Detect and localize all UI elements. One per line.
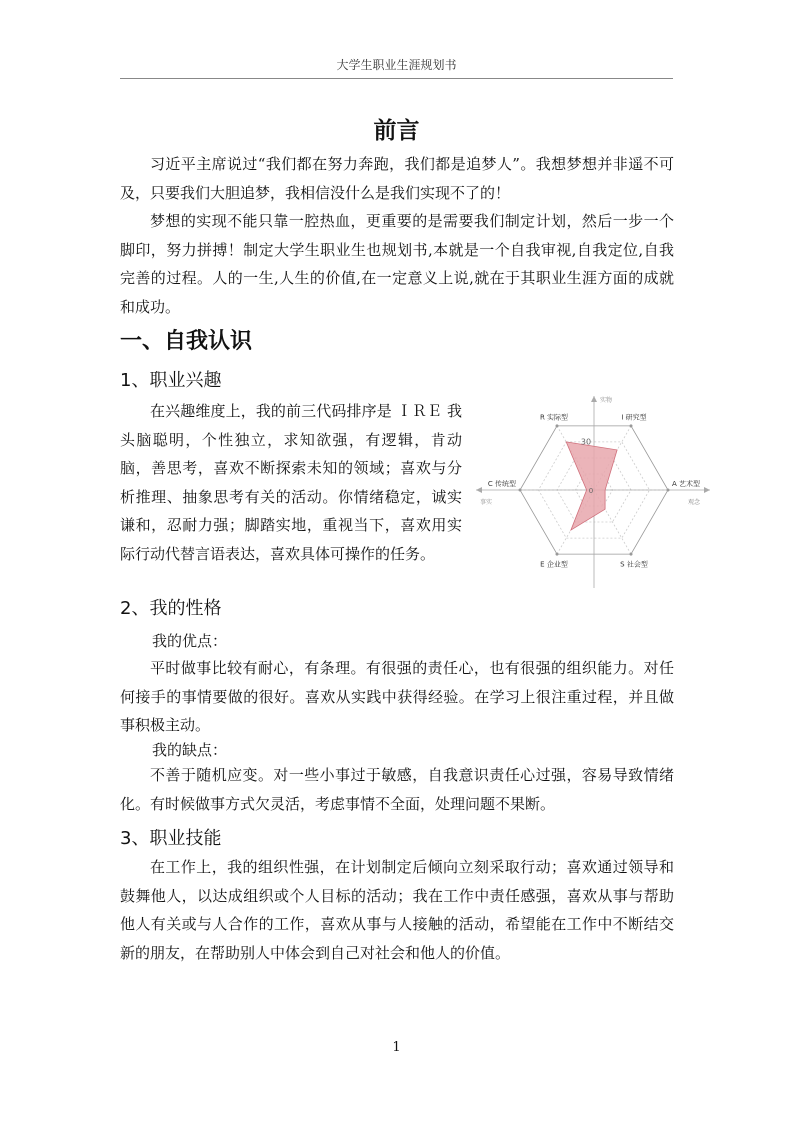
weaknesses-label: 我的缺点： xyxy=(152,741,228,759)
page-number: 1 xyxy=(392,1040,401,1055)
axis-annotation-left: 事实 xyxy=(480,499,493,506)
axis-annotation-top: 实物 xyxy=(600,397,613,404)
weaknesses-paragraph: 不善于随机应变。对一些小事过于敏感，自我意识责任心过强，容易导致情绪化。有时候做事方式欠灵活，考虑事情不全面，处理问题不果断。 xyxy=(120,766,674,813)
subsection-heading-interest: 1、职业兴趣 xyxy=(120,370,222,391)
section-heading: 一、自我认识 xyxy=(120,329,253,354)
axis-arrow-right xyxy=(704,487,710,493)
preface-paragraph-2: 梦想的实现不能只靠一腔热血，更重要的是需要我们制定计划，然后一步一个脚印，努力拼搏！制定大学生职业生也规划书,本就是一个自我审视,自我定位,自我完善的过程。人的一生,人生的价值,在一定意义上说,就在于其职业生涯方面的成就和成功。 xyxy=(120,212,674,316)
radar-axis-label: R 实际型 xyxy=(539,413,569,422)
interest-radar-chart xyxy=(474,392,714,592)
radar-tick-label: 0 xyxy=(588,487,594,495)
radar-axis-label: I 研究型 xyxy=(621,413,647,422)
interest-paragraph: 在兴趣维度上，我的前三代码排序是 ＩＲＥ 我头脑聪明，个性独立，求知欲强，有逻辑，肯动脑，善思考，喜欢不断探索未知的领域；喜欢与分析推理、抽象思考有关的活动。你情绪稳定，诚实谦和，忍耐力强；脚踏实地，重视当下，喜欢用实际行动代替言语表达，喜欢具体可操作的任务。 xyxy=(120,402,462,563)
radar-axis-label: E 企业型 xyxy=(540,560,568,569)
radar-vertex-dot xyxy=(667,489,670,492)
radar-data-area xyxy=(566,442,617,530)
radar-axis-label: C 传统型 xyxy=(487,480,516,488)
radar-vertex-dot xyxy=(519,489,522,492)
strengths-paragraph: 平时做事比较有耐心，有条理。有很强的责任心，也有很强的组织能力。对任何接手的事情要做的很好。喜欢从实践中获得经验。在学习上很注重过程，并且做事积极主动。 xyxy=(120,659,674,734)
skills-paragraph: 在工作上，我的组织性强，在计划制定后倾向立刻采取行动；喜欢通过领导和鼓舞他人，以达成组织或个人目标的活动；我在工作中责任感强，喜欢从事与帮助他人有关或与人合作的工作，喜欢从事与人接触的活动，希望能在工作中不断结交新的朋友，在帮助别人中体会到自己对社会和他人的价值。 xyxy=(120,858,674,962)
radar-vertex-dot xyxy=(556,424,559,427)
page-title: 前言 xyxy=(373,118,420,144)
radar-vertex-dot xyxy=(556,553,559,556)
running-header: 大学生职业生涯规划书 xyxy=(336,58,457,72)
strengths-label: 我的优点： xyxy=(152,632,228,650)
radar-axis-label: S 社会型 xyxy=(620,560,648,569)
axis-arrow-top xyxy=(591,396,597,402)
axis-annotation-right: 观念 xyxy=(687,499,700,506)
radar-tick-label: 30 xyxy=(580,437,592,447)
radar-vertex-dot xyxy=(630,424,633,427)
preface-paragraph-1: 习近平主席说过“我们都在努力奔跑，我们都是追梦人”。我想梦想并非遥不可及，只要我们大胆追梦，我相信没什么是我们实现不了的！ xyxy=(120,155,674,202)
header-rule xyxy=(120,78,673,79)
radar-axis-label: A 艺术型 xyxy=(672,480,701,488)
radar-vertex-dot xyxy=(630,553,633,556)
subsection-heading-skills: 3、职业技能 xyxy=(120,828,222,849)
axis-arrow-left xyxy=(476,487,482,493)
subsection-heading-personality: 2、我的性格 xyxy=(120,598,222,619)
